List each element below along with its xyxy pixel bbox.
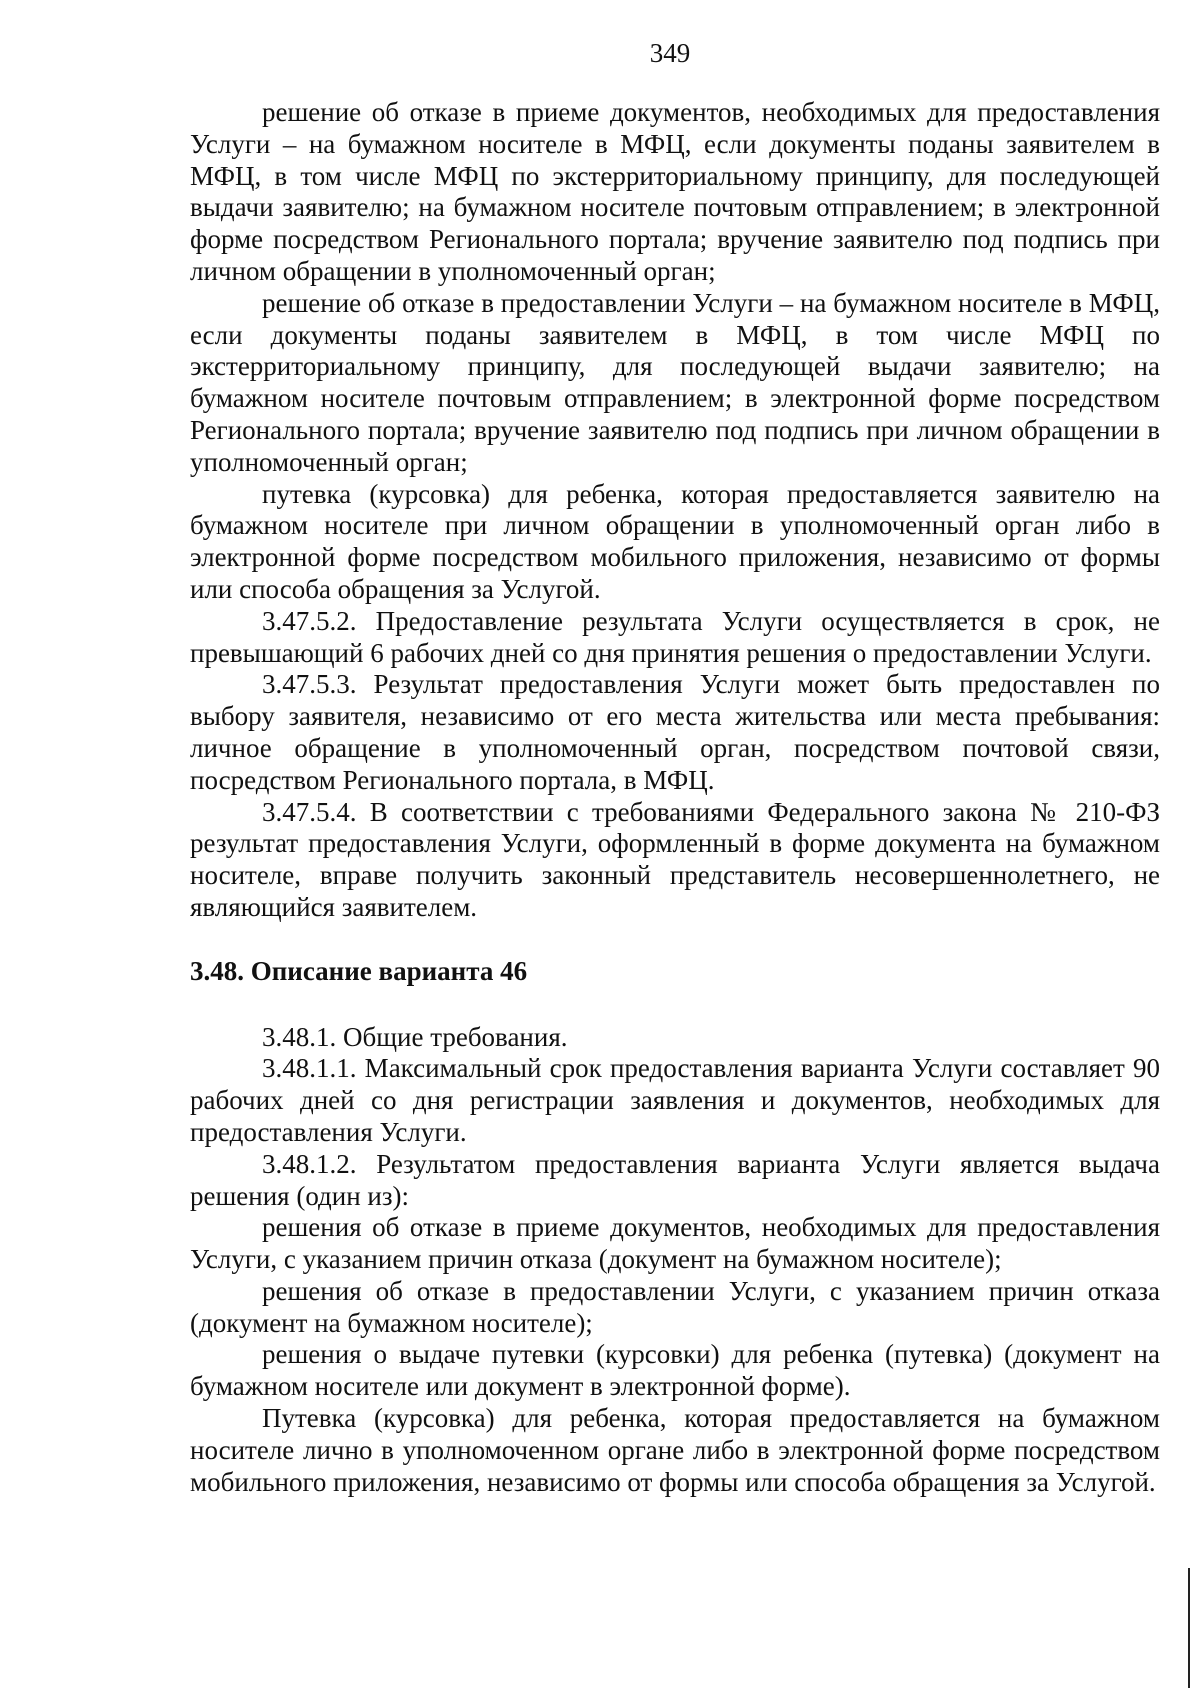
paragraph-refusal-acceptance-result: решение об отказе в приеме документов, необходимых для предоставления Услуги – на бумажном носителе в МФЦ, если документы поданы заявителем в МФЦ, в том числе МФЦ по экстерриториальному принципу, для последующей выдачи заявителю; на бумажном носителе почтовым отправлением; в электронной форме посредством Регионального портала; вручение заявителю под подпись при личном обращении в уполномоченный орган; xyxy=(190,97,1160,286)
section-heading: 3.48. Описание варианта 46 xyxy=(190,955,528,986)
paragraph-voucher-delivery: Путевка (курсовка) для ребенка, которая предоставляется на бумажном носителе лично в уполномоченном органе либо в электронной форме посредством мобильного приложения, независимо от формы или способа обращения за Услугой. xyxy=(190,1403,1160,1497)
paragraph-3-48-1: 3.48.1. Общие требования. xyxy=(262,1021,568,1052)
paragraph-refusal-service-result: решение об отказе в предоставлении Услуги – на бумажном носителе в МФЦ, если документы поданы заявителем в МФЦ, в том числе МФЦ по экстерриториальному принципу, для последующей выдачи заявителю; на бумажном носителе почтовым отправлением; в электронной форме посредством Регионального портала; вручение заявителю под подпись при личном обращении в уполномоченный орган; xyxy=(190,287,1160,477)
page-number: 349 xyxy=(649,38,691,68)
list-item-voucher-decision: решения о выдаче путевки (курсовки) для ребенка (путевка) (документ на бумажном носителе или документ в электронной форме). xyxy=(190,1339,1160,1402)
list-item-refusal-acceptance: решения об отказе в приеме документов, необходимых для предоставления Услуги, с указанием причин отказа (документ на бумажном носителе); xyxy=(190,1212,1160,1275)
list-item-refusal-service: решения об отказе в предоставлении Услуги, с указанием причин отказа (документ на бумажном носителе); xyxy=(190,1275,1160,1338)
paragraph-3-48-1-1: 3.48.1.1. Максимальный срок предоставления варианта Услуги составляет 90 рабочих дней со дня регистрации заявления и документов, необходимых для предоставления Услуги. xyxy=(190,1053,1160,1147)
paragraph-voucher-result: путевка (курсовка) для ребенка, которая предоставляется заявителю на бумажном носителе при личном обращении в уполномоченный орган либо в электронной форме посредством мобильного приложения, независимо от формы или способа обращения за Услугой. xyxy=(190,478,1160,604)
paragraph-3-47-5-4: 3.47.5.4. В соответствии с требованиями Федерального закона № 210-ФЗ результат предоставления Услуги, оформленный в форме документа на бумажном носителе, вправе получить законный представитель несовершеннолетнего, не являющийся заявителем. xyxy=(190,796,1160,922)
paragraph-3-47-5-3: 3.47.5.3. Результат предоставления Услуги может быть предоставлен по выбору заявителя, независимо от его места жительства или места пребывания: личное обращение в уполномоченный орган, посредством почтовой связи, посредством Регионального портала, в МФЦ. xyxy=(190,669,1160,795)
document-body xyxy=(190,97,1160,1498)
paragraph-3-48-1-2: 3.48.1.2. Результатом предоставления варианта Услуги является выдача решения (один из): xyxy=(190,1148,1160,1211)
paragraph-3-47-5-2: 3.47.5.2. Предоставление результата Услуги осуществляется в срок, не превышающий 6 рабочих дней со дня принятия решения о предоставлении Услуги. xyxy=(190,605,1160,668)
scan-edge-line xyxy=(1188,1568,1190,1688)
